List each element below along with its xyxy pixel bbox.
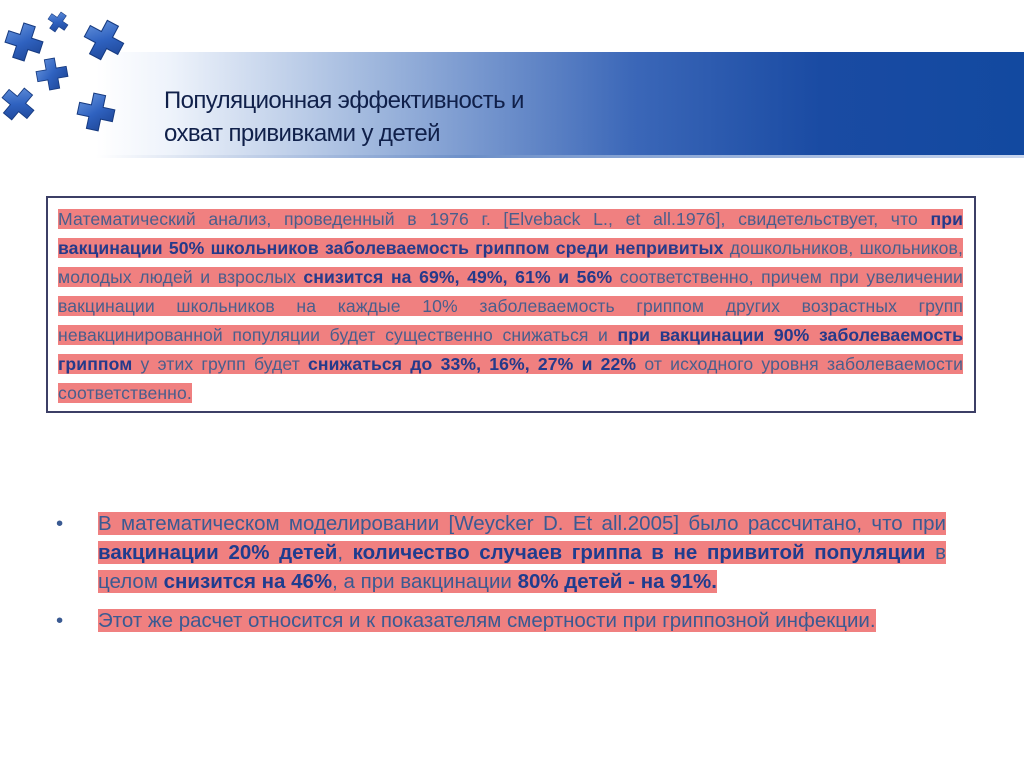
bullet1-bold-3: снизится на 46% <box>163 570 333 593</box>
para-text-4: у этих групп будет <box>132 354 309 374</box>
list-item <box>56 606 946 635</box>
para-bold-3: при вакцинации 90% заболеваемость гриппом <box>58 325 963 374</box>
analysis-paragraph <box>58 205 963 408</box>
bullet-text-2 <box>98 606 946 635</box>
title-line-1: Популяционная эффективность и <box>164 87 524 114</box>
bullet-marker: • <box>56 512 64 535</box>
bullet1-text-1: В математическом моделировании [Weycker D. Et all.2005] было рассчитано, что при <box>98 512 946 535</box>
bullet-marker: • <box>56 609 64 632</box>
para-text-1: Математический анализ, проведенный в 1976 г. [Elveback L., et all.1976], свидетельствует, что <box>58 209 931 229</box>
bullet-list <box>56 509 946 635</box>
para-text-3: соответственно, причем при увеличении вакцинации школьников на каждые 10% заболеваемость гриппом других возрастных групп невакцинированной популяции будет существенно снижаться и <box>58 267 963 345</box>
bullet1-text-2: , <box>337 541 353 564</box>
bullet1-bold-4: 80% детей - на 91%. <box>517 570 717 593</box>
para-bold-1: при вакцинации 50% школьников заболеваемость гриппом среди непривитых <box>58 209 963 258</box>
bullet1-bold-1: вакцинации 20% детей <box>98 541 338 564</box>
bullet1-text-3: в целом <box>98 541 946 593</box>
bullet1-bold-2: количество случаев гриппа в не привитой популяции <box>352 541 926 564</box>
para-text-5: от исходного уровня заболеваемости соответственно. <box>58 354 963 403</box>
para-text-2: дошкольников, школьников, молодых людей и взрослых <box>58 238 963 287</box>
para-bold-2: снизится на 69%, 49%, 61% и 56% <box>303 267 613 287</box>
page-title <box>164 84 684 150</box>
bullet-text-1 <box>98 509 946 596</box>
title-line-2: охват прививками у детей <box>164 120 440 147</box>
puzzle-crosses-decoration <box>0 0 170 140</box>
list-item <box>56 509 946 596</box>
para-bold-4: снижаться до 33%, 16%, 27% и 22% <box>308 354 637 374</box>
bullet2-text-1: Этот же расчет относится и к показателям смертности при гриппозной инфекции. <box>98 609 876 632</box>
bullet1-text-4: , а при вакцинации <box>332 570 518 593</box>
